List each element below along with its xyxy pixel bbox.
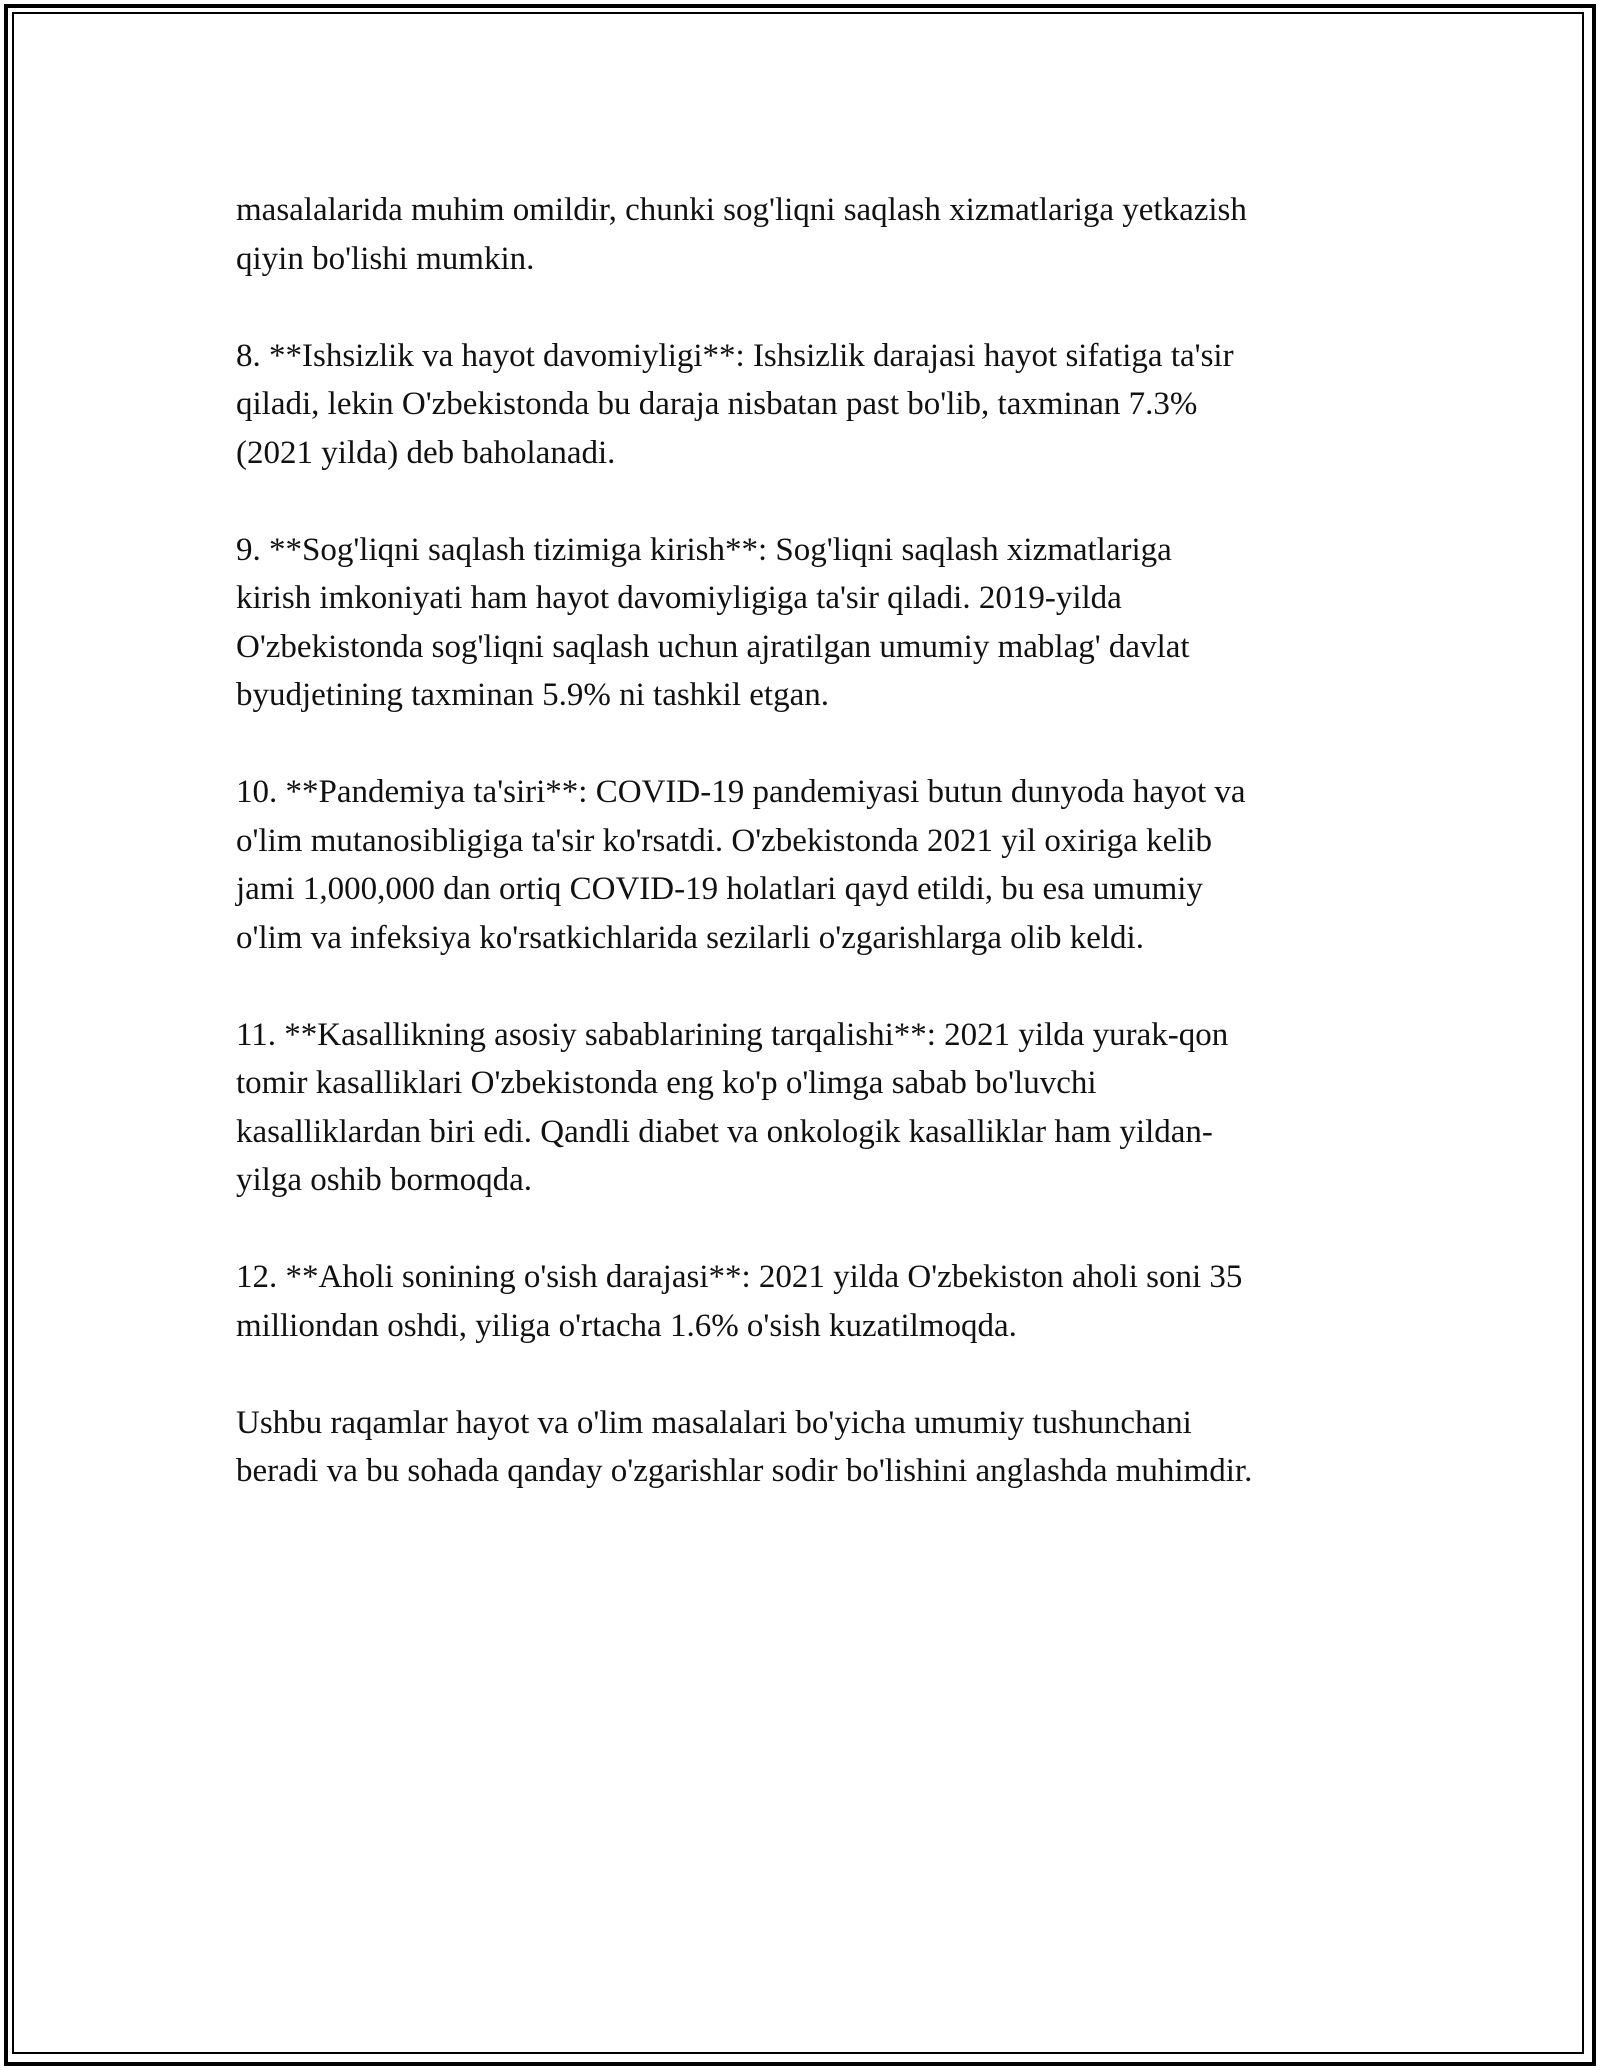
text-line: O'zbekistonda sog'liqni saqlash uchun ajratilgan umumiy mablag' davlat xyxy=(236,628,1190,665)
paragraph-item-9 xyxy=(236,526,1416,720)
text-line: o'lim mutanosibligiga ta'sir ko'rsatdi. O'zbekistonda 2021 yil oxiriga kelib xyxy=(236,822,1213,859)
text-line: 8. **Ishsizlik va hayot davomiyligi**: Ishsizlik darajasi hayot sifatiga ta'sir xyxy=(236,337,1234,374)
text-line: jami 1,000,000 dan ortiq COVID-19 holatlari qayd etildi, bu esa umumiy xyxy=(236,871,1203,907)
text-line: kasalliklardan biri edi. Qandli diabet va onkologik kasalliklar ham yildan- xyxy=(236,1113,1213,1150)
text-line: Ushbu raqamlar hayot va o'lim masalalari bo'yicha umumiy tushunchani xyxy=(236,1404,1192,1441)
text-line: o'lim va infeksiya ko'rsatkichlarida sezilarli o'zgarishlarga olib keldi. xyxy=(236,919,1144,956)
text-line: 9. **Sog'liqni saqlash tizimiga kirish**: Sog'liqni saqlash xizmatlariga xyxy=(236,531,1172,568)
paragraph-conclusion xyxy=(236,1399,1416,1496)
text-line: byudjetining taxminan 5.9% ni tashkil etgan. xyxy=(236,677,829,713)
paragraph-item-8 xyxy=(236,332,1416,478)
text-line: (2021 yilda) deb baholanadi. xyxy=(236,434,616,471)
text-line: beradi va bu sohada qanday o'zgarishlar sodir bo'lishini anglashda muhimdir. xyxy=(236,1453,1253,1489)
text-line: 10. **Pandemiya ta'siri**: COVID-19 pandemiyasi butun dunyoda hayot va xyxy=(236,774,1246,810)
text-line: masalalarida muhim omildir, chunki sog'liqni saqlash xizmatlariga yetkazish xyxy=(236,192,1247,228)
text-line: milliondan oshdi, yiliga o'rtacha 1.6% o'sish kuzatilmoqda. xyxy=(236,1307,1017,1344)
document-body xyxy=(236,186,1416,1544)
text-line: kirish imkoniyati ham hayot davomiyligiga ta'sir qiladi. 2019-yilda xyxy=(236,580,1122,616)
text-line: qiyin bo'lishi mumkin. xyxy=(236,240,535,277)
text-line: 11. **Kasallikning asosiy sabablarining tarqalishi**: 2021 yilda yurak-qon xyxy=(236,1016,1229,1053)
text-line: tomir kasalliklari O'zbekistonda eng ko'p o'limga sabab bo'luvchi xyxy=(236,1065,1097,1101)
text-line: yilga oshib bormoqda. xyxy=(236,1162,533,1198)
paragraph-item-11 xyxy=(236,1011,1416,1205)
text-line: qiladi, lekin O'zbekistonda bu daraja nisbatan past bo'lib, taxminan 7.3% xyxy=(236,386,1198,422)
paragraph-intro-continuation xyxy=(236,186,1416,283)
paragraph-item-10 xyxy=(236,768,1416,962)
text-line: 12. **Aholi sonining o'sish darajasi**: 2021 yilda O'zbekiston aholi soni 35 xyxy=(236,1259,1243,1295)
paragraph-item-12 xyxy=(236,1253,1416,1350)
